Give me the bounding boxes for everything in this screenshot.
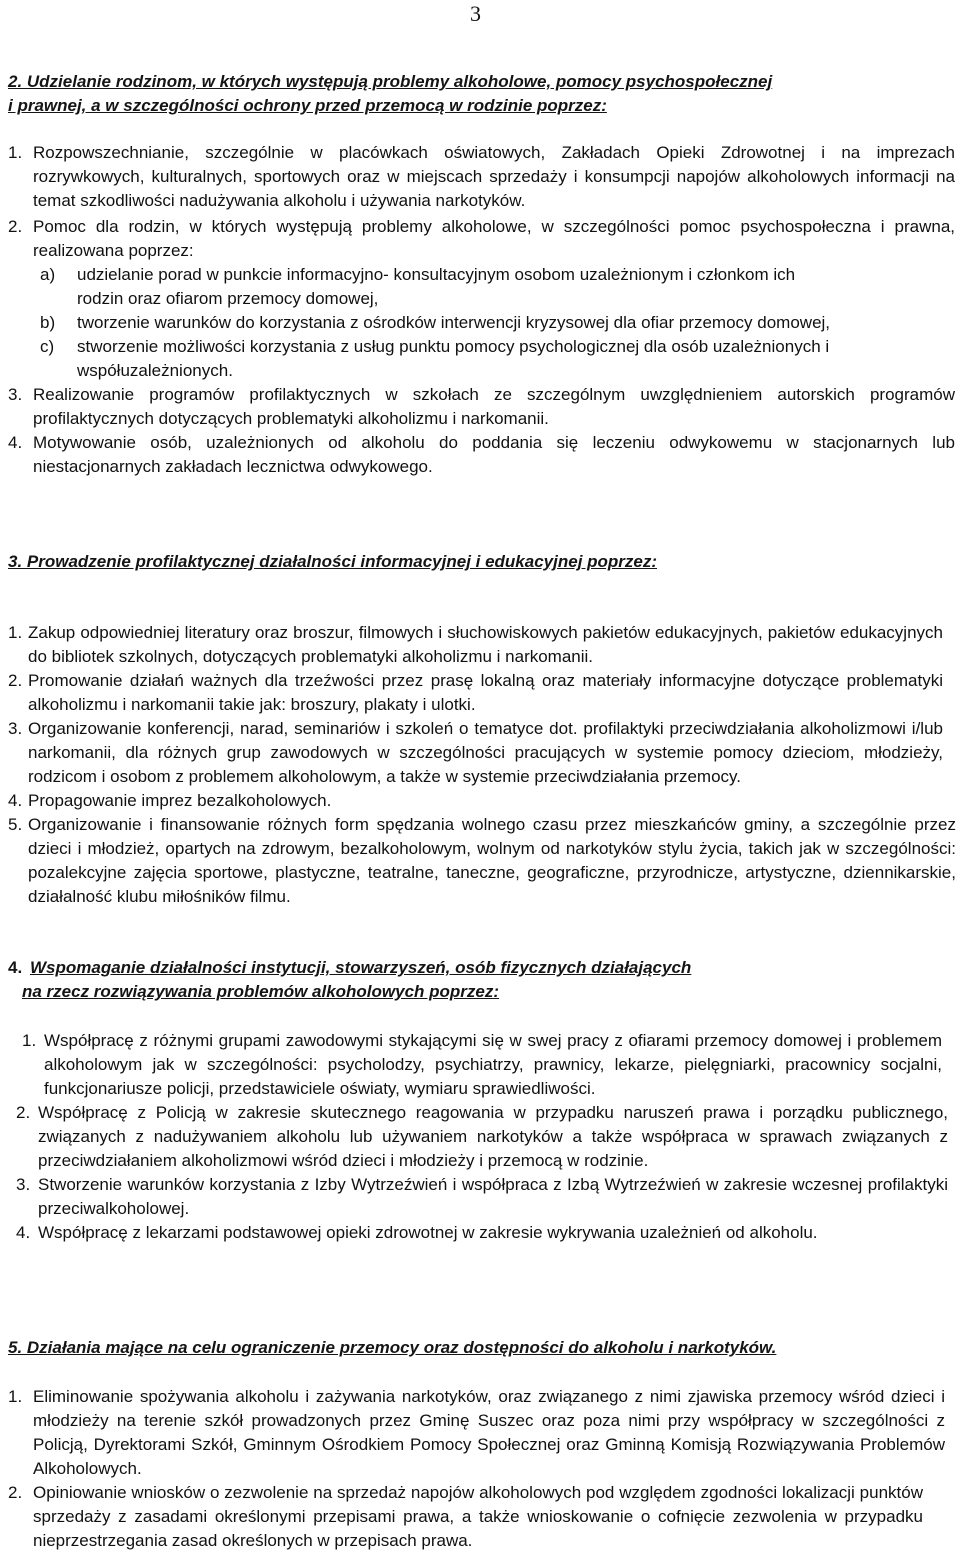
item-number: 2. [8,671,23,690]
subitem-text: tworzenie warunków do korzystania z ośrodków interwencji kryzysowej dla ofiar przemocy domowej, [77,313,831,332]
section-3-item-5 [0,813,956,909]
item-text: Stworzenie warunków korzystania z Izby Wytrzeźwień i współpraca z Izbą Wytrzeźwień w zakresie wczesnej profilaktyki przeciwalkoholowej. [38,1175,948,1218]
section-2-heading-line-2: i prawnej, a w szczególności ochrony przed przemocą w rodzinie poprzez: [8,96,607,115]
item-number: 4. [8,433,23,452]
item-number: 1. [22,1031,37,1050]
section-4-item-4 [0,1221,943,1245]
item-text: Rozpowszechnianie, szczególnie w placówkach oświatowych, Zakładach Opieki Zdrowotnej i na imprezach rozrywkowych, kulturalnych, sportowych oraz w miejscach sprzedaży i konsumpcji napojów alkoholowych informacji na temat szkodliwości nadużywania alkoholu i używania narkotyków. [33,143,955,210]
item-text: Eliminowanie spożywania alkoholu i zażywania narkotyków, oraz związanego z nimi zjawiska przemocy wśród dzieci i młodzieży na terenie szkół prowadzonych przez Gminę Suszec oraz poza nimi przy współpracy w szczególności z Policją, Dyrektorami Szkół, Gminnym Ośrodkiem Pomocy Społecznej oraz Gminną Komisją Rozwiązywania Problemów Alkoholowych. [33,1387,945,1478]
section-2-heading-line-1: 2. Udzielanie rodzinom, w których występują problemy alkoholowe, pomocy psychospołecznej [8,72,773,91]
section-3-item-1 [0,621,943,669]
section-2-item-4 [0,431,955,479]
item-text: Opiniowanie wniosków o zezwolenie na sprzedaż napojów alkoholowych pod względem zgodności lokalizacji punktów sprzedaży z zasadami określonymi przepisami prawa, a także wnioskowanie o cofnięcie zezwolenia w przypadku nieprzestrzegania zasad określonych w przepisach prawa. [33,1483,923,1550]
section-4-item-2 [0,1101,948,1173]
section-4-item-3 [0,1173,948,1221]
item-number: 1. [8,143,23,162]
item-number: 1. [8,623,23,642]
item-number: 1. [8,1387,23,1406]
item-text: Zakup odpowiedniej literatury oraz broszur, filmowych i słuchowiskowych pakietów edukacyjnych, pakietów edukacyjnych do bibliotek szkolnych, dotyczących problematyki alkoholizmu i narkomanii. [28,623,943,666]
item-number: 4. [16,1223,31,1242]
item-number: 3. [8,385,23,404]
subitem-label: a) [40,265,56,284]
item-text: Pomoc dla rodzin, w których występują problemy alkoholowe, w szczególności pomoc psychospołeczna i prawna, realizowana poprzez: [33,217,955,260]
section-2-item-1 [0,141,955,213]
item-text: Realizowanie programów profilaktycznych w szkołach ze szczególnym uwzględnieniem autorskich programów profilaktycznych dotyczących problematyki alkoholizmu i narkomanii. [33,385,955,428]
section-3-heading: 3. Prowadzenie profilaktycznej działalności informacyjnej i edukacyjnej poprzez: [8,552,658,571]
item-text: Promowanie działań ważnych dla trzeźwości przez prasę lokalną oraz materiały informacyjne dotyczące problematyki alkoholizmu i narkomanii takie jak: broszury, plakaty i ulotki. [28,671,943,714]
section-2-subitem-c [0,335,947,383]
item-number: 4. [8,791,23,810]
item-text: Współpracę z Policją w zakresie skutecznego reagowania w przypadku naruszeń prawa i porządku publicznego, związanych z nadużywaniem alkoholu lub używaniem narkotyków a także współpraca w sprawach związanych z przeciwdziałaniem alkoholizmowi wśród dzieci i młodzieży i przemocą w rodzinie. [38,1103,948,1170]
section-2-subitem-b [0,311,937,335]
item-text: Współpracę z różnymi grupami zawodowymi stykającymi się w swej pracy z ofiarami przemocy domowej i problemem alkoholowym jak w szczególności: psycholodzy, psychiatrzy, prawnicy, lekarze, pielęgniarki, pracownicy socjalni, funkcjonariusze policji, przedstawiciele oświaty, wymiaru sprawiedliwości. [44,1031,942,1098]
section-3 [0,550,960,909]
item-text: Organizowanie i finansowanie różnych form spędzania wolnego czasu przez mieszkańców gminy, a szczególnie przez dzieci i młodzież, opartych na zdrowym, bezalkoholowym, wolnym od narkotyków stylu życia, takich jak w szczególności: pozalekcyjne zajęcia sportowe, plastyczne, teatralne, taneczne, geograficzne, przyrodnicze, artystyczne, dziennikarskie, działalność klubu miłośników filmu. [28,815,956,906]
subitem-label: c) [40,337,55,356]
section-2 [0,70,960,479]
item-number: 2. [8,1483,23,1502]
section-4-heading-line-1: Wspomaganie działalności instytucji, stowarzyszeń, osób fizycznych działających [30,958,692,977]
section-3-item-4 [0,789,943,813]
item-text: Organizowanie konferencji, narad, seminariów i szkoleń o tematyce dot. profilaktyki przeciwdziałania alkoholizmowi i/lub narkomanii, dla różnych grup zawodowych w szczególności pracujących w systemie pomocy dzieciom, młodzieży, rodzicom i osobom z problemem alkoholowym, a także w systemie przeciwdziałania przemocy. [28,719,943,786]
subitem-text: udzielanie porad w punkcie informacyjno- konsultacyjnym osobom uzależnionym i członkom ich rodzin oraz ofiarom przemocy domowej, [77,265,796,308]
item-number: 2. [8,217,23,236]
item-text: Motywowanie osób, uzależnionych od alkoholu do poddania się leczeniu odwykowemu w stacjonarnych lub niestacjonarnych zakładach lecznictwa odwykowego. [33,433,955,476]
section-2-item-2 [0,215,955,263]
section-4-item-1 [0,1029,942,1101]
section-4-heading-number: 4. [8,958,23,977]
section-4-heading-line-2: na rzecz rozwiązywania problemów alkoholowych poprzez: [22,982,500,1001]
item-text: Propagowanie imprez bezalkoholowych. [28,791,332,810]
section-5-item-2 [0,1481,923,1553]
section-4 [0,956,960,1245]
item-number: 2. [16,1103,31,1122]
subitem-text: stworzenie możliwości korzystania z usług punktu pomocy psychologicznej dla osób uzależnionych i współuzależnionych. [77,337,830,380]
section-3-item-3 [0,717,943,789]
section-5-heading: 5. Działania mające na celu ograniczenie przemocy oraz dostępności do alkoholu i narkotyków. [8,1338,777,1357]
section-5 [0,1336,960,1553]
item-number: 5. [8,815,23,834]
section-3-item-2 [0,669,943,717]
item-number: 3. [8,719,23,738]
item-text: Współpracę z lekarzami podstawowej opieki zdrowotnej w zakresie wykrywania uzależnień od alkoholu. [38,1223,818,1242]
page-number: 3 [470,1,481,26]
section-2-subitem-a [0,263,837,311]
section-5-item-1 [0,1385,945,1481]
section-2-item-3 [0,383,955,431]
item-number: 3. [16,1175,31,1194]
subitem-label: b) [40,313,56,332]
